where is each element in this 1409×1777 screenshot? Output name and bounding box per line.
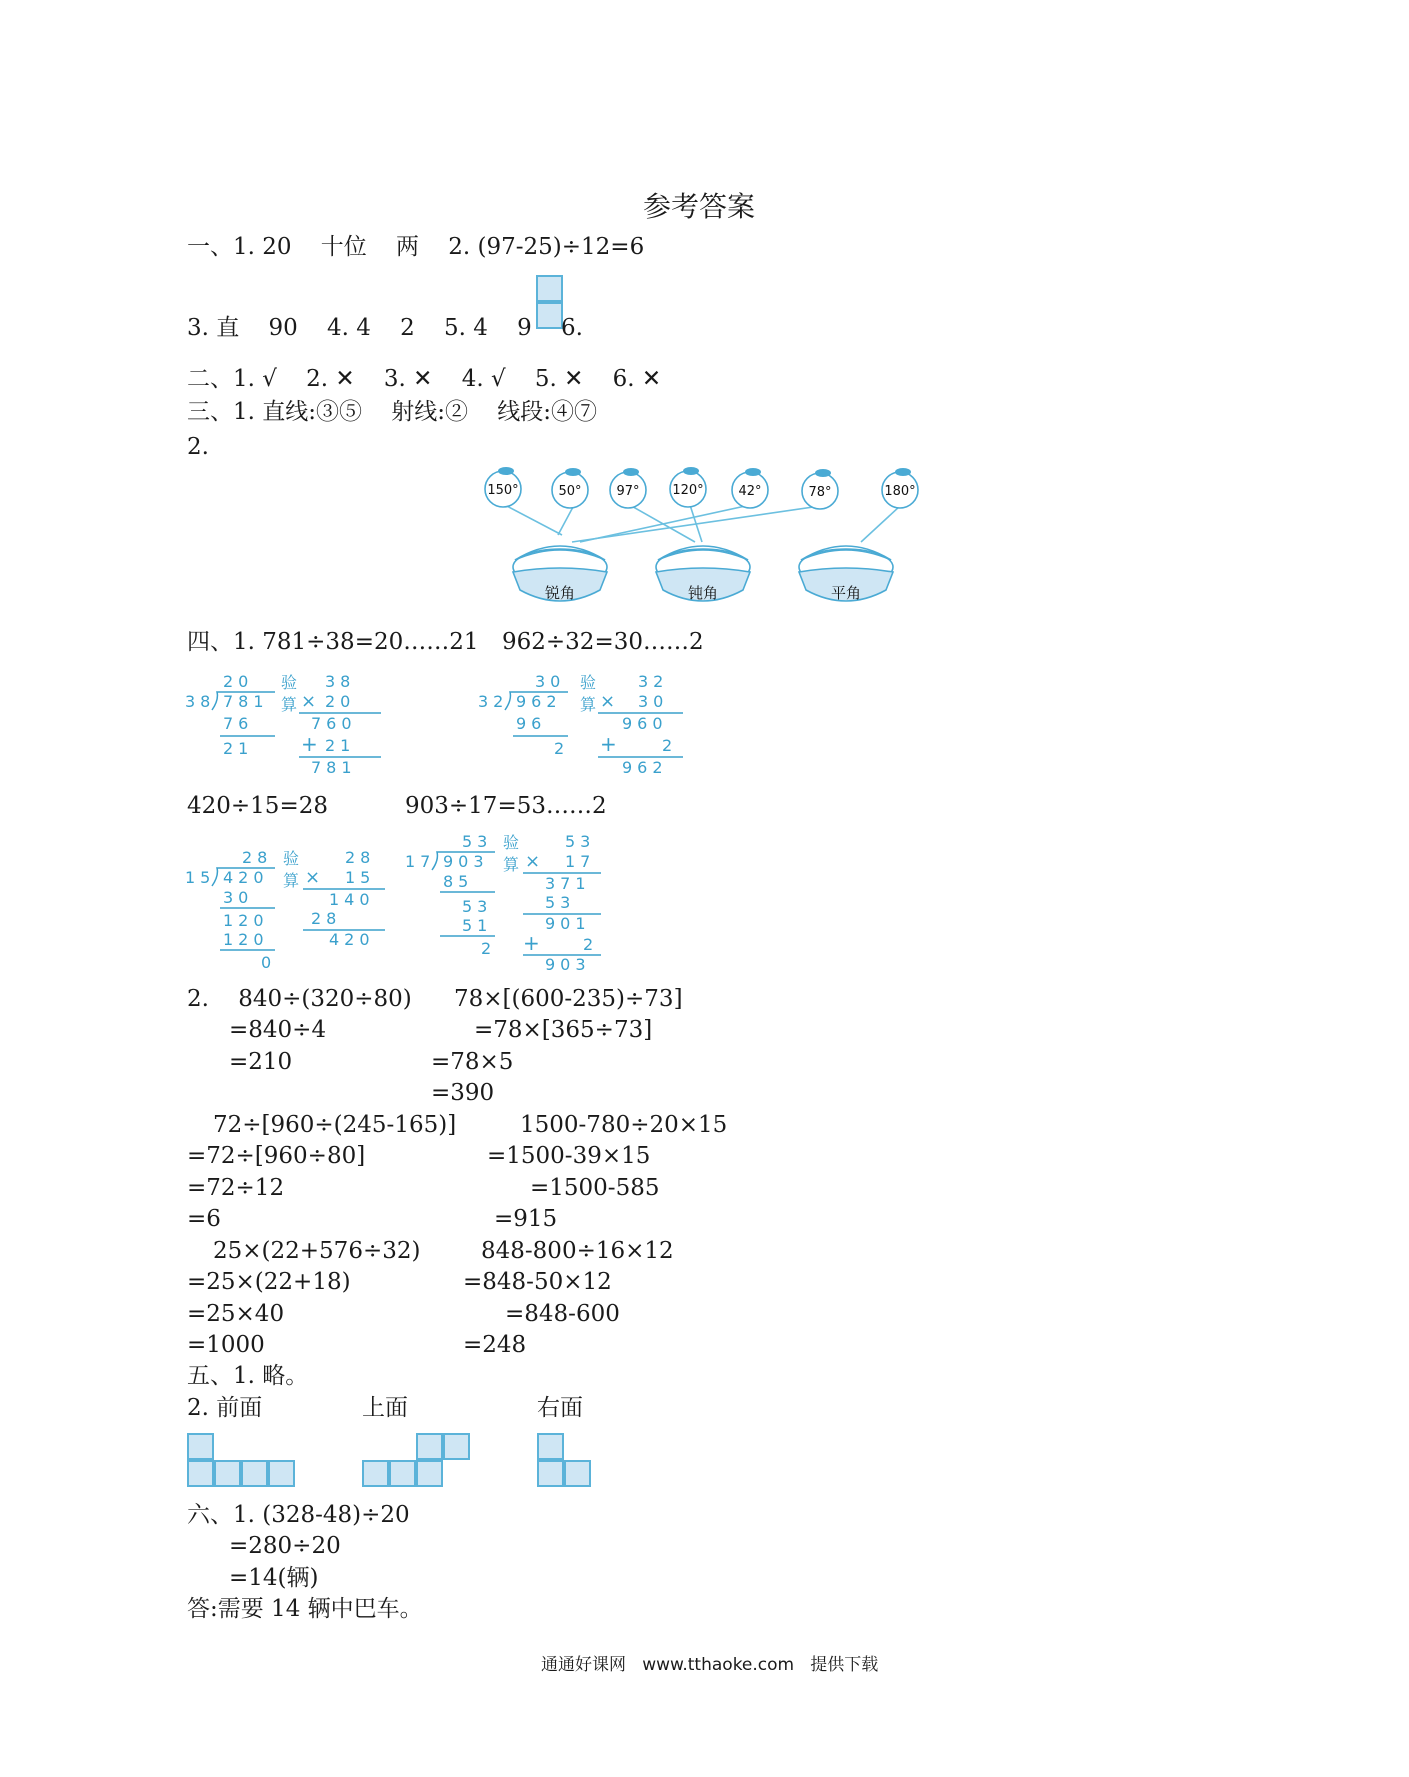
page-title: 参考答案 (643, 190, 756, 223)
calc-a-line-3: =210 (229, 1049, 293, 1075)
addend: 2 (583, 935, 599, 954)
calc-b-line-1: 78×[(600-235)÷73] (454, 986, 683, 1012)
section-2-line: 二、1. √ 2. ✕ 3. ✕ 4. √ 5. ✕ 6. ✕ (187, 366, 662, 392)
remainder-step-1: 96 (516, 714, 547, 733)
check-label: 算 (281, 695, 298, 714)
times-sign: × (301, 691, 317, 712)
section-5-line-1: 五、1. 略。 (187, 1363, 309, 1389)
calc-b-line-2: =78×[365÷73] (474, 1017, 653, 1043)
right-view-square (537, 1460, 564, 1487)
dividend: 903 (443, 852, 489, 871)
view-label-front: 2. 前面 (187, 1395, 263, 1421)
sum: 962 (622, 758, 668, 777)
calc-c-line-4: =6 (187, 1206, 221, 1232)
times-sign: × (525, 851, 541, 872)
division-calc-903-17 (405, 830, 615, 975)
remainder-step-2: 120 (223, 911, 269, 930)
mult-a: 32 (638, 672, 669, 691)
top-view-square (443, 1433, 470, 1460)
right-view-square (537, 1433, 564, 1460)
section-4-line-1b: 962÷32=30……2 (502, 629, 704, 655)
section-6-line-2: =280÷20 (229, 1533, 341, 1559)
product: 960 (622, 714, 668, 733)
sum: 781 (311, 758, 357, 777)
times-sign: × (600, 691, 616, 712)
section-4-line-2: 420÷15=28 (187, 793, 328, 819)
front-view-square (187, 1433, 214, 1460)
divisor: 38 (185, 692, 216, 711)
view-label-right: 右面 (537, 1395, 583, 1421)
answer-6-square-top (536, 275, 563, 302)
product: 901 (545, 914, 591, 933)
calc-f-line-3: =848-600 (505, 1301, 620, 1327)
calc-b-line-3: =78×5 (431, 1049, 514, 1075)
divisor: 17 (405, 852, 436, 871)
calc-d-line-3: =1500-585 (530, 1175, 660, 1201)
section-1-line-1: 一、1. 20 十位 两 2. (97-25)÷12=6 (187, 234, 645, 260)
sum: 903 (545, 955, 591, 974)
addend: 2 (662, 736, 678, 755)
mult-a: 38 (325, 672, 356, 691)
division-calc-420-15 (185, 846, 395, 976)
check-label: 验 (503, 833, 520, 852)
calc-a-line-1: 2. 840÷(320÷80) (187, 986, 412, 1012)
check-label: 验 (281, 673, 298, 692)
basket-label-obtuse: 钝角 (687, 584, 719, 602)
section-3-line-1: 三、1. 直线:③⑤ 射线:② 线段:④⑦ (187, 399, 597, 425)
plus-sign: + (301, 732, 318, 756)
right-view-square (564, 1460, 591, 1487)
top-view-square (362, 1460, 389, 1487)
product: 420 (329, 930, 375, 949)
partial-product-1: 140 (329, 890, 375, 909)
basket-label-acute: 锐角 (544, 584, 576, 602)
partial-product-2: 53 (545, 893, 576, 912)
check-label: 验 (283, 849, 300, 868)
top-view-square (389, 1460, 416, 1487)
section-6-line-3: =14(辆) (229, 1565, 319, 1591)
apple-label-1: 150° (487, 483, 519, 498)
remainder-step-1: 85 (443, 872, 474, 891)
mult-b: 17 (565, 852, 596, 871)
calc-e-line-4: =1000 (187, 1332, 265, 1358)
quotient: 28 (242, 848, 273, 867)
mult-a: 53 (565, 832, 596, 851)
dividend: 420 (223, 868, 269, 887)
partial-product-2: 28 (311, 909, 342, 928)
check-label: 算 (283, 871, 300, 890)
mult-a: 28 (345, 848, 376, 867)
calc-f-line-2: =848-50×12 (463, 1269, 612, 1295)
calc-e-line-3: =25×40 (187, 1301, 285, 1327)
addend: 21 (325, 736, 356, 755)
calc-f-line-1: 848-800÷16×12 (481, 1238, 674, 1264)
quotient: 30 (535, 672, 566, 691)
quotient: 20 (223, 672, 254, 691)
dividend: 962 (516, 692, 562, 711)
top-view-square (416, 1433, 443, 1460)
calc-d-line-4: =915 (494, 1206, 558, 1232)
angle-matching-figure (470, 462, 930, 622)
remainder-step-2: 21 (223, 739, 254, 758)
section-6-answer: 答:需要 14 辆中巴车。 (187, 1596, 423, 1622)
division-calc-781-38 (185, 670, 395, 780)
view-label-top: 上面 (362, 1395, 408, 1421)
remainder-step-4: 0 (261, 953, 277, 972)
partial-product-1: 371 (545, 874, 591, 893)
basket-label-straight: 平角 (830, 584, 862, 602)
remainder-step-3: 51 (462, 916, 493, 935)
apple-label-4: 120° (672, 483, 704, 498)
plus-sign: + (600, 732, 617, 756)
check-label: 算 (503, 855, 520, 874)
calc-a-line-2: =840÷4 (229, 1017, 327, 1043)
calc-e-line-1: 25×(22+576÷32) (213, 1238, 421, 1264)
calc-c-line-2: =72÷[960÷80] (187, 1143, 366, 1169)
mult-b: 30 (638, 692, 669, 711)
top-view-square (416, 1460, 443, 1487)
check-label: 验 (580, 673, 597, 692)
apple-label-7: 180° (884, 484, 916, 499)
remainder-step-2: 2 (554, 739, 570, 758)
front-view-square (268, 1460, 295, 1487)
times-sign: × (305, 867, 321, 888)
check-label: 算 (580, 695, 597, 714)
calc-d-line-1: 1500-780÷20×15 (520, 1112, 728, 1138)
section-1-line-2: 3. 直 90 4. 4 2 5. 4 9 6. (187, 315, 583, 341)
apple-label-3: 97° (616, 484, 640, 499)
product: 760 (311, 714, 357, 733)
plus-sign: + (523, 931, 540, 955)
calc-c-line-3: =72÷12 (187, 1175, 285, 1201)
section-4-line-2b: 903÷17=53……2 (405, 793, 607, 819)
calc-e-line-2: =25×(22+18) (187, 1269, 351, 1295)
divisor: 32 (478, 692, 509, 711)
calc-f-line-4: =248 (463, 1332, 527, 1358)
dividend: 781 (223, 692, 269, 711)
mult-b: 15 (345, 868, 376, 887)
calc-c-line-1: 72÷[960÷(245-165)] (213, 1112, 457, 1138)
front-view-square (187, 1460, 214, 1487)
remainder-step-2: 53 (462, 897, 493, 916)
calc-b-line-4: =390 (431, 1080, 495, 1106)
calc-d-line-2: =1500-39×15 (487, 1143, 651, 1169)
remainder-step-3: 120 (223, 930, 269, 949)
division-calc-962-32 (478, 670, 688, 780)
front-view-square (214, 1460, 241, 1487)
remainder-step-1: 76 (223, 714, 254, 733)
section-6-line-1: 六、1. (328-48)÷20 (187, 1502, 410, 1528)
apple-label-6: 78° (808, 485, 832, 500)
apple-label-5: 42° (738, 484, 762, 499)
divisor: 15 (185, 868, 216, 887)
footer-credit: 通通好课网 www.tthaoke.com 提供下载 (541, 1655, 879, 1675)
apple-label-2: 50° (558, 484, 582, 499)
remainder-step-1: 30 (223, 888, 254, 907)
remainder-step-4: 2 (481, 939, 497, 958)
section-4-line-1: 四、1. 781÷38=20……21 (187, 629, 479, 655)
quotient: 53 (462, 832, 493, 851)
section-3-line-2: 2. (187, 434, 209, 460)
front-view-square (241, 1460, 268, 1487)
mult-b: 20 (325, 692, 356, 711)
